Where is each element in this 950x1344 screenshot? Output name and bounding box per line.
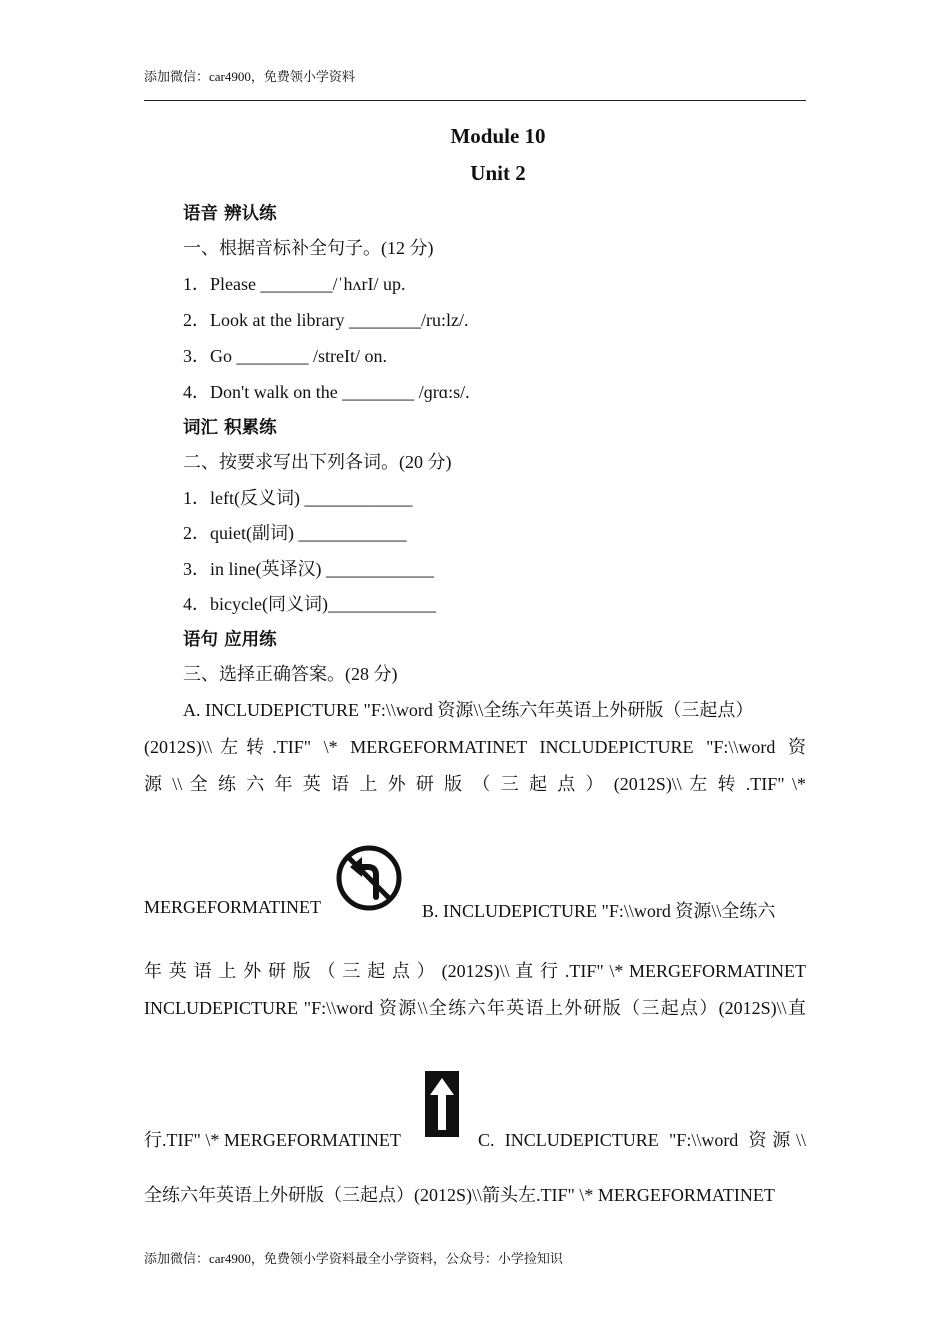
option-c-line: 全练六年英语上外研版（三起点）(2012S)\\箭头左.TIF" \* MERGEFORMATINET [144,1185,775,1205]
unit-title: Unit 2 [470,161,526,185]
header-divider [144,100,806,101]
option-a-line: MERGEFORMATINET [144,897,322,917]
option-b-line: 年 英 语 上 外 研 版 （ 三 起 点 ） (2012S)\\ 直 行 .TIF" \* MERGEFORMATINET [144,961,806,981]
section1-item: 2．Look at the library ________/ru:lz/. [183,310,469,330]
option-a-line: 源 \\ 全 练 六 年 英 语 上 外 研 版 （ 三 起 点 ） (2012S)\\ 左 转 .TIF" \* [144,774,806,794]
option-b-line: 行.TIF" \* MERGEFORMATINET [144,1130,401,1150]
section2-item: 3．in line(英译汉) ____________ [183,559,434,579]
option-b-line: INCLUDEPICTURE "F:\\word 资源\\全练六年英语上外研版（三起点）(2012S)\\直 [144,998,806,1018]
section1-instruction: 一、根据音标补全句子。(12 分) [183,238,434,258]
section2-item: 1．left(反义词) ____________ [183,488,413,508]
option-a-line: A. INCLUDEPICTURE "F:\\word 资源\\全练六年英语上外研版（三起点） [183,700,754,720]
section2-item: 2．quiet(副词) ____________ [183,523,407,543]
header-note: 添加微信：car4900，免费领小学资料 [144,69,355,84]
section2-heading: 词汇 积累练 [183,418,277,438]
section1-item: 1．Please ________/ˈhʌrI/ up. [183,274,406,294]
module-title: Module 10 [450,124,546,148]
section2-instruction: 二、按要求写出下列各词。(20 分) [183,452,452,472]
straight-ahead-arrow-icon [425,1071,459,1137]
option-b-line: B. INCLUDEPICTURE "F:\\word 资源\\全练六 [422,901,776,921]
section3-instruction: 三、选择正确答案。(28 分) [183,664,398,684]
section2-item: 4．bicycle(同义词)____________ [183,594,436,614]
section3-heading: 语句 应用练 [183,630,277,650]
section1-item: 4．Don't walk on the ________ /ɡrɑ:s/. [183,382,470,402]
section1-item: 3．Go ________ /streIt/ on. [183,346,387,366]
option-c-line: C. INCLUDEPICTURE "F:\\word 资源\\ [478,1130,806,1150]
section1-heading: 语音 辨认练 [183,204,277,224]
footer-note: 添加微信：car4900，免费领小学资料最全小学资料，公众号：小学捡知识 [144,1251,563,1266]
option-a-line: (2012S)\\左转.TIF" \* MERGEFORMATINET INCLUDEPICTURE "F:\\word 资 [144,737,806,757]
no-left-turn-sign-icon [336,845,402,911]
